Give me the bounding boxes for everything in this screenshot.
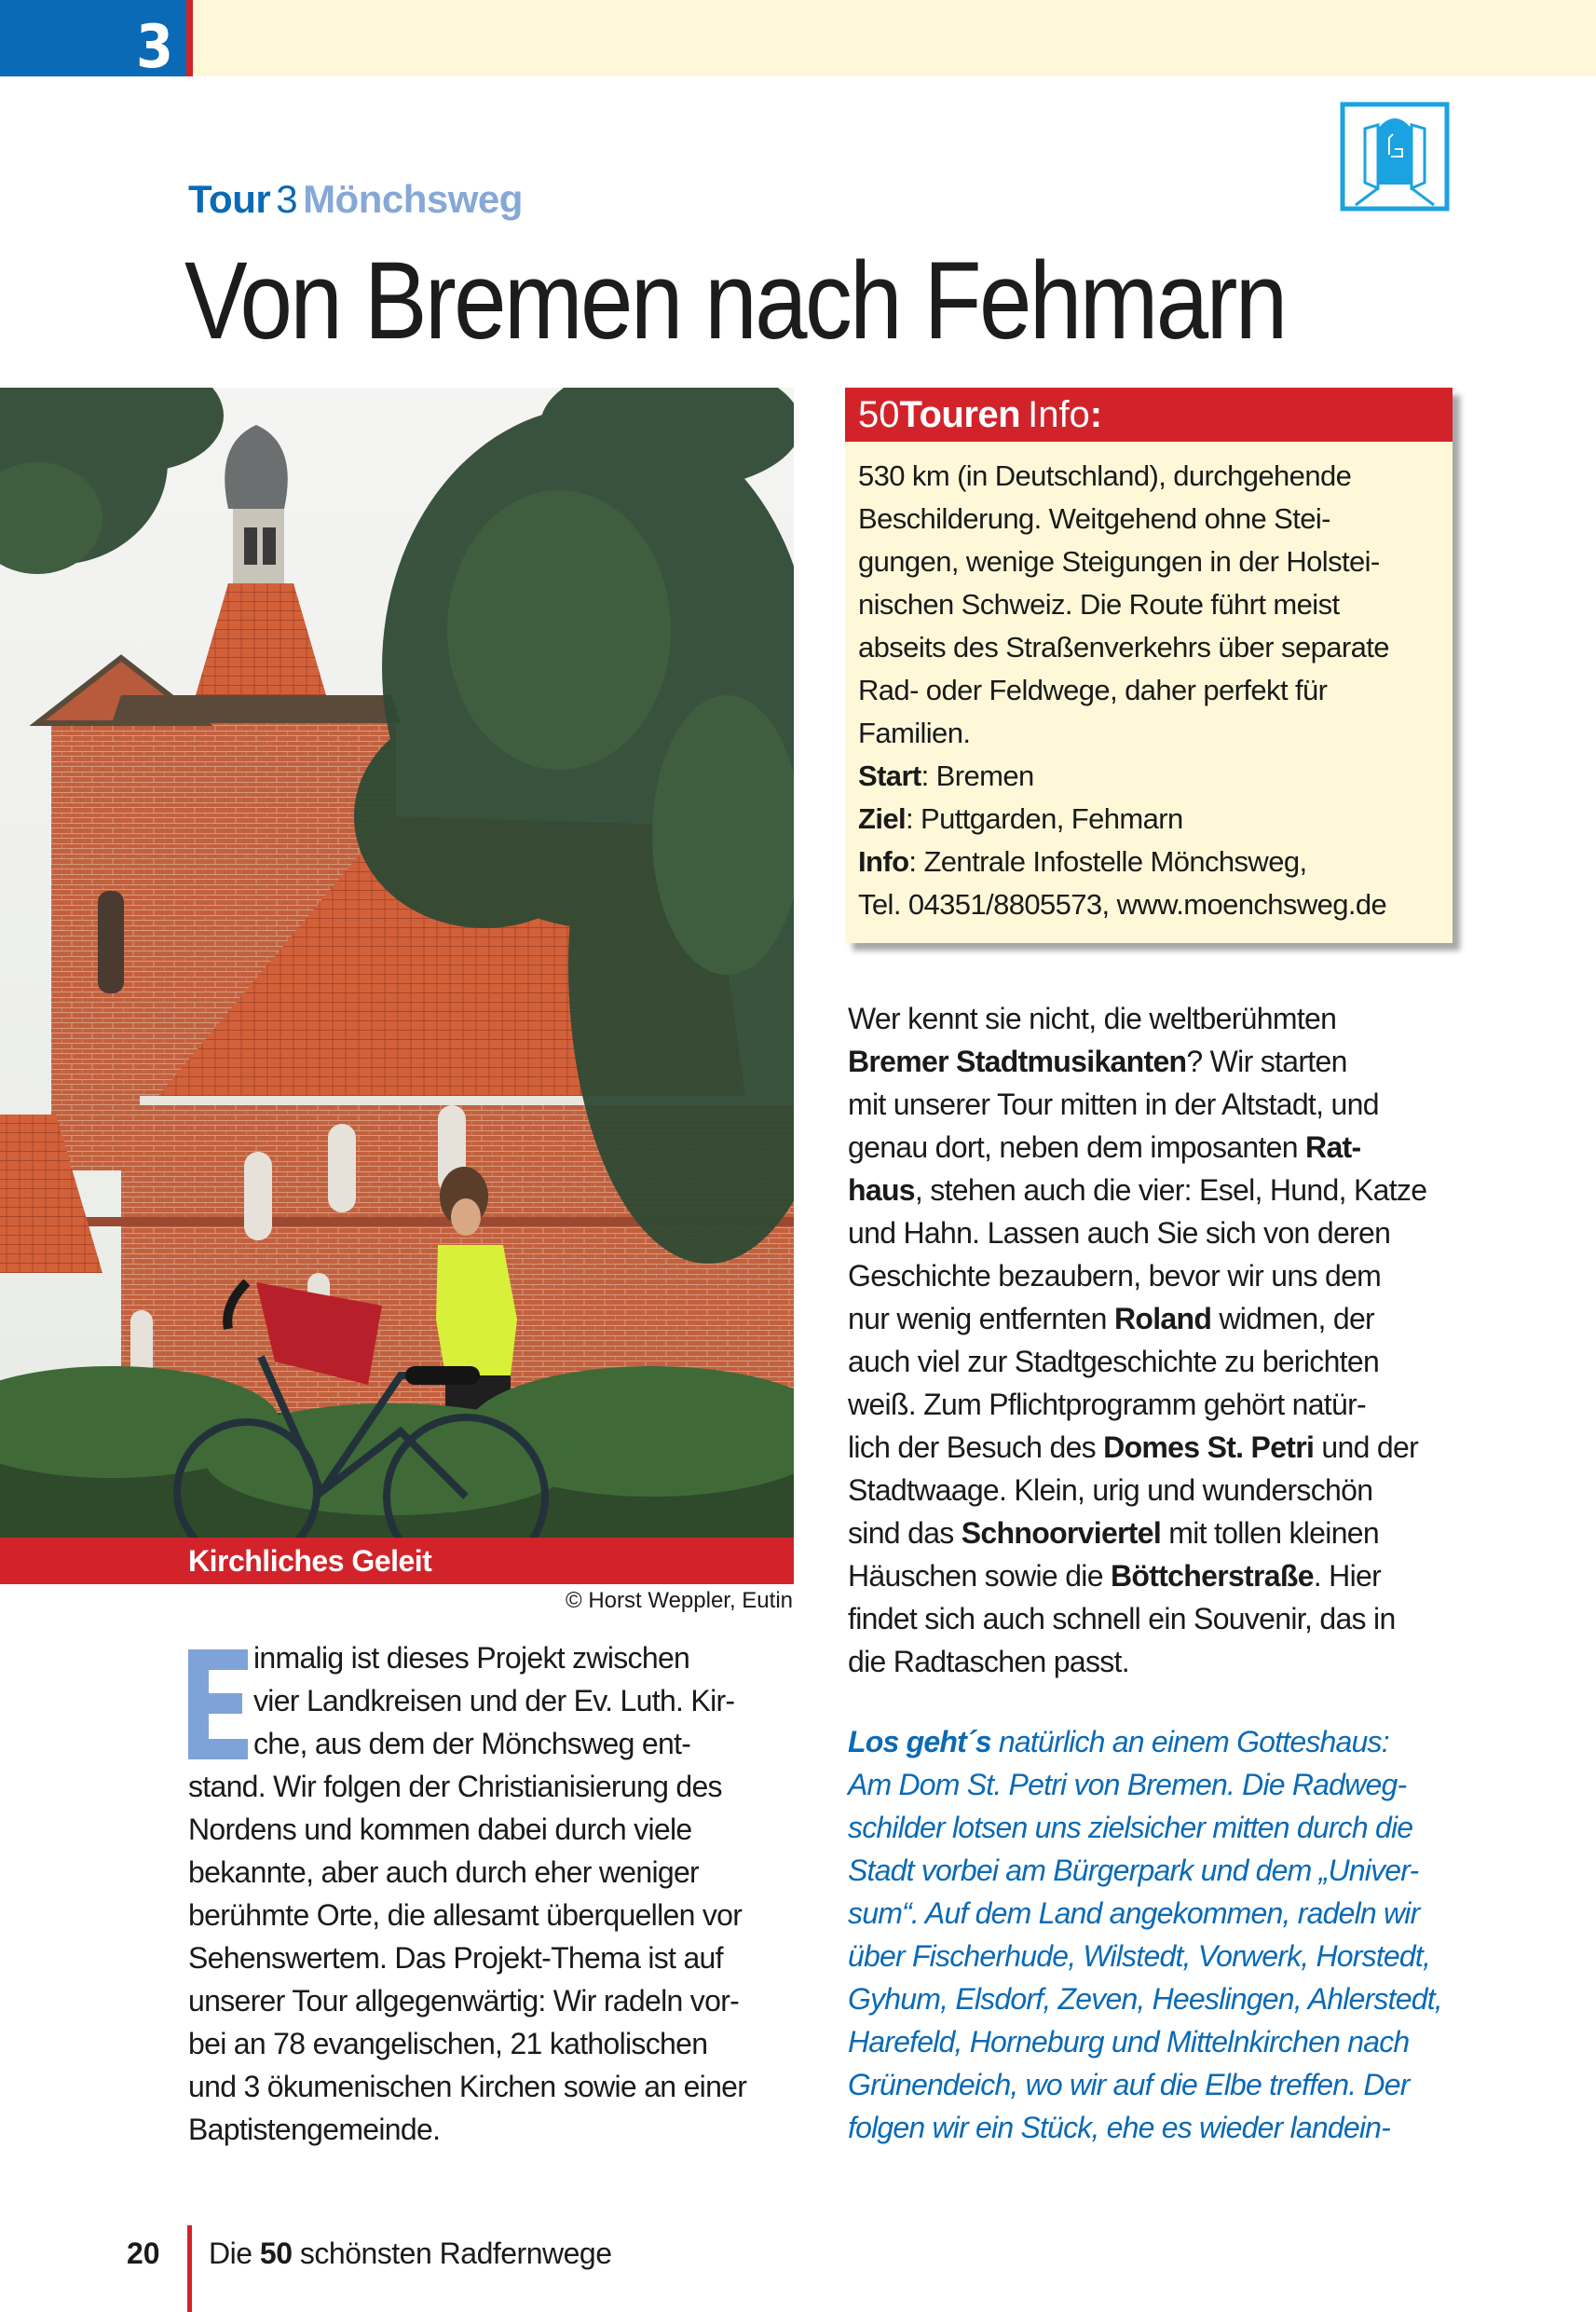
text-line bbox=[848, 1126, 1453, 1169]
text-line: Am Dom St. Petri von Bremen. Die Radweg- bbox=[848, 1768, 1407, 1801]
bold-term: Rat- bbox=[1305, 1130, 1361, 1164]
page-title: Von Bremen nach Fehmarn bbox=[184, 239, 1286, 363]
text-line: findet sich auch schnell ein Souvenir, das in bbox=[848, 1602, 1396, 1635]
tour-name: Mönchsweg bbox=[303, 177, 523, 221]
text-line: über Fischerhude, Wilstedt, Vorwerk, Horstedt, bbox=[848, 1939, 1431, 1973]
text-line: und Hahn. Lassen auch Sie sich von deren bbox=[848, 1216, 1391, 1250]
info-line: Beschilderung. Weitgehend ohne Stei- bbox=[858, 502, 1330, 535]
info-start bbox=[858, 755, 1439, 798]
text-span: und der bbox=[1314, 1430, 1419, 1464]
text-line: Wer kennt sie nicht, die weltberühmten bbox=[848, 1002, 1337, 1035]
tour-label bbox=[188, 177, 523, 222]
info-header-colon: : bbox=[1089, 394, 1102, 435]
start-label: Start bbox=[858, 759, 921, 792]
text-line: berühmte Orte, die allesamt überquellen vor bbox=[188, 1898, 743, 1932]
text-line: sum“. Auf dem Land angekommen, radeln wir bbox=[848, 1896, 1420, 1930]
bold-term: Domes St. Petri bbox=[1103, 1430, 1315, 1464]
info-label: Info bbox=[858, 845, 909, 878]
info-header-num: 50 bbox=[858, 394, 900, 435]
text-line: schilder lotsen uns zielsicher mitten durch die bbox=[848, 1811, 1413, 1844]
info-line: nischen Schweiz. Die Route führt meist bbox=[858, 588, 1340, 621]
text-span: ? Wir starten bbox=[1186, 1045, 1347, 1078]
text-span: sind das bbox=[848, 1516, 962, 1550]
left-column-text bbox=[188, 1636, 794, 2151]
info-ziel bbox=[858, 798, 1439, 841]
text-line: folgen wir ein Stück, ehe es wieder landein- bbox=[848, 2111, 1391, 2144]
info-header-bold: Touren bbox=[899, 394, 1021, 435]
bold-term: Böttcherstraße bbox=[1110, 1559, 1314, 1593]
info-line: abseits des Straßenverkehrs über separate bbox=[858, 631, 1389, 664]
right-column-text bbox=[848, 997, 1453, 1683]
text-span: schönsten Radfernwege bbox=[292, 2237, 612, 2270]
bold-term: haus bbox=[848, 1173, 915, 1207]
text-line bbox=[848, 1512, 1453, 1554]
bold-term: Schnoorviertel bbox=[961, 1516, 1162, 1550]
info-contact: Tel. 04351/8805573, www.moenchsweg.de bbox=[858, 888, 1387, 921]
text-line: Stadtwaage. Klein, urig und wunderschön bbox=[848, 1473, 1373, 1507]
text-line: Nordens und kommen dabei durch viele bbox=[188, 1813, 692, 1846]
tour-number: 3 bbox=[276, 177, 298, 221]
text-span: natürlich an einem Gotteshaus: bbox=[990, 1725, 1389, 1758]
text-line: vier Landkreisen und der Ev. Luth. Kir- bbox=[253, 1684, 735, 1717]
text-line bbox=[848, 1720, 1463, 1763]
text-line: Grünendeich, wo wir auf die Elbe treffen. Der bbox=[848, 2068, 1410, 2101]
start-value: : Bremen bbox=[921, 759, 1034, 792]
text-line bbox=[848, 1169, 1453, 1211]
header-band bbox=[0, 0, 1596, 76]
text-line: stand. Wir folgen der Christianisierung des bbox=[188, 1770, 722, 1803]
text-span: Die bbox=[209, 2237, 260, 2270]
ziel-label: Ziel bbox=[858, 802, 907, 835]
text-line bbox=[848, 1297, 1453, 1340]
text-line bbox=[848, 1040, 1453, 1083]
text-line: bei an 78 evangelischen, 21 katholischen bbox=[188, 2027, 708, 2060]
footer-divider bbox=[187, 2225, 192, 2312]
info-header-thin: Info bbox=[1028, 394, 1090, 435]
text-span: Häuschen sowie die bbox=[848, 1559, 1111, 1593]
text-line: Gyhum, Elsdorf, Zeven, Heeslingen, Ahlerstedt, bbox=[848, 1982, 1442, 2016]
church-photo bbox=[0, 388, 794, 1539]
text-line: weiß. Zum Pflichtprogramm gehört natür- bbox=[848, 1388, 1366, 1421]
tour-word: Tour bbox=[188, 177, 271, 221]
bold-term: 50 bbox=[259, 2237, 293, 2270]
text-line bbox=[848, 1554, 1453, 1597]
photo-credit: © Horst Weppler, Eutin bbox=[565, 1588, 793, 1613]
text-line: Harefeld, Horneburg und Mittelnkirchen nach bbox=[848, 2025, 1410, 2059]
text-line: bekannte, aber auch durch eher weniger bbox=[188, 1855, 700, 1889]
info-line: 530 km (in Deutschland), durchgehende bbox=[858, 459, 1352, 492]
lead-in: Los geht´s bbox=[848, 1725, 991, 1758]
monchsweg-church-window-icon bbox=[1339, 101, 1451, 212]
text-span: widmen, der bbox=[1211, 1302, 1374, 1335]
book-title bbox=[209, 2237, 612, 2271]
text-span: , stehen auch die vier: Esel, Hund, Katze bbox=[914, 1173, 1427, 1207]
photo-caption: Kirchliches Geleit bbox=[188, 1544, 432, 1578]
text-line: mit unserer Tour mitten in der Altstadt, und bbox=[848, 1088, 1379, 1121]
text-span: nur wenig entfernten bbox=[848, 1302, 1114, 1335]
page-number: 20 bbox=[127, 2237, 160, 2270]
text-line: Geschichte bezaubern, bevor wir uns dem bbox=[848, 1259, 1382, 1293]
chapter-number: 3 bbox=[136, 13, 174, 82]
info-line: Rad- oder Feldwege, daher perfekt für bbox=[858, 674, 1328, 706]
text-line: unserer Tour allgegenwärtig: Wir radeln vor- bbox=[188, 1984, 740, 2018]
text-line: Sehenswertem. Das Projekt-Thema ist auf bbox=[188, 1941, 723, 1975]
route-description bbox=[848, 1720, 1463, 2149]
tour-info-box bbox=[845, 388, 1453, 943]
text-line: die Radtaschen passt. bbox=[848, 1645, 1129, 1678]
chapter-divider bbox=[186, 0, 193, 76]
info-box-body bbox=[845, 442, 1453, 926]
info-box-header bbox=[845, 388, 1453, 442]
bold-term: Roland bbox=[1113, 1302, 1212, 1335]
info-value: : Zentrale Infostelle Mönchsweg, bbox=[908, 845, 1307, 878]
text-span: genau dort, neben dem imposanten bbox=[848, 1130, 1306, 1164]
text-line: che, aus dem der Mönchsweg ent- bbox=[253, 1727, 691, 1760]
text-line: und 3 ökumenischen Kirchen sowie an einer bbox=[188, 2070, 747, 2103]
text-span: mit tollen kleinen bbox=[1161, 1516, 1379, 1550]
text-line bbox=[848, 1426, 1453, 1469]
text-line: Baptistengemeinde. bbox=[188, 2113, 441, 2146]
text-span: lich der Besuch des bbox=[848, 1430, 1104, 1464]
ziel-value: : Puttgarden, Fehmarn bbox=[906, 802, 1183, 835]
text-line: inmalig ist dieses Projekt zwischen bbox=[253, 1641, 690, 1675]
info-line: gungen, wenige Steigungen in der Holstei- bbox=[858, 545, 1380, 578]
bold-term: Bremer Stadtmusikanten bbox=[848, 1045, 1187, 1078]
text-line: auch viel zur Stadtgeschichte zu berichten bbox=[848, 1345, 1380, 1378]
text-line: Stadt vorbei am Bürgerpark und dem „Univer- bbox=[848, 1854, 1419, 1887]
text-span: . Hier bbox=[1313, 1559, 1382, 1593]
info-line: Familien. bbox=[858, 717, 971, 749]
info-info bbox=[858, 841, 1439, 883]
